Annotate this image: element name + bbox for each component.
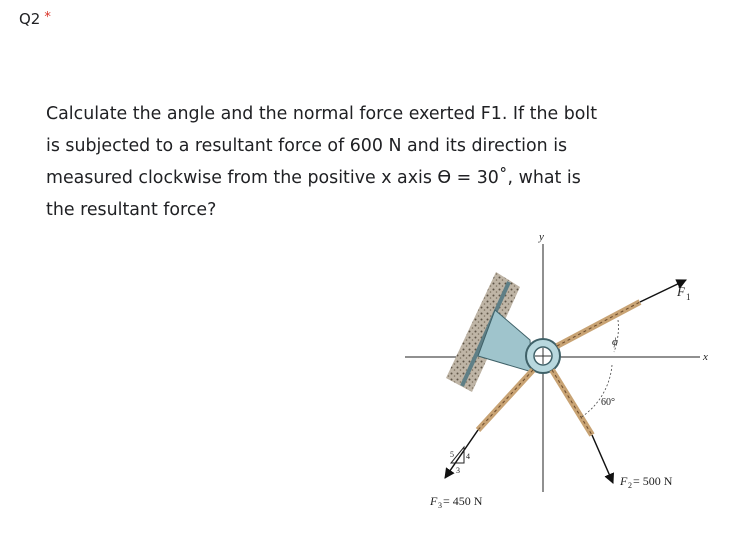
f3-value: = 450 N (443, 494, 483, 508)
rope-f1 (557, 280, 686, 346)
rope-f2 (552, 370, 613, 483)
f1-label: F (677, 284, 685, 299)
f2-label: F (620, 474, 628, 488)
angle-label: 60° (601, 397, 615, 408)
question-line-1: Calculate the angle and the normal force exerted F1. If the bolt (46, 104, 598, 124)
x-axis-label: x (703, 351, 708, 363)
question-line-4: the resultant force? (46, 200, 217, 220)
question-number-text: Q2 (19, 10, 41, 28)
slope-5: 5 (450, 450, 454, 459)
y-axis-label: y (539, 231, 544, 243)
question-line-2: is subjected to a resultant force of 600 N and its direction is (46, 136, 568, 156)
question-line-3: measured clockwise from the positive x axis ϴ = 30˚, what is (46, 168, 581, 188)
required-marker: * (44, 10, 51, 25)
f1-subscript: 1 (686, 292, 691, 302)
rope-f3 (445, 370, 533, 478)
slope-4: 4 (466, 452, 470, 461)
f2-value: = 500 N (633, 474, 673, 488)
angle-arc (580, 365, 612, 418)
phi-label: ϕ (612, 336, 618, 348)
slope-3: 3 (456, 466, 460, 475)
f2-subscript: 2 (628, 481, 632, 490)
f3-subscript: 3 (438, 501, 442, 510)
f3-label: F (430, 494, 438, 508)
